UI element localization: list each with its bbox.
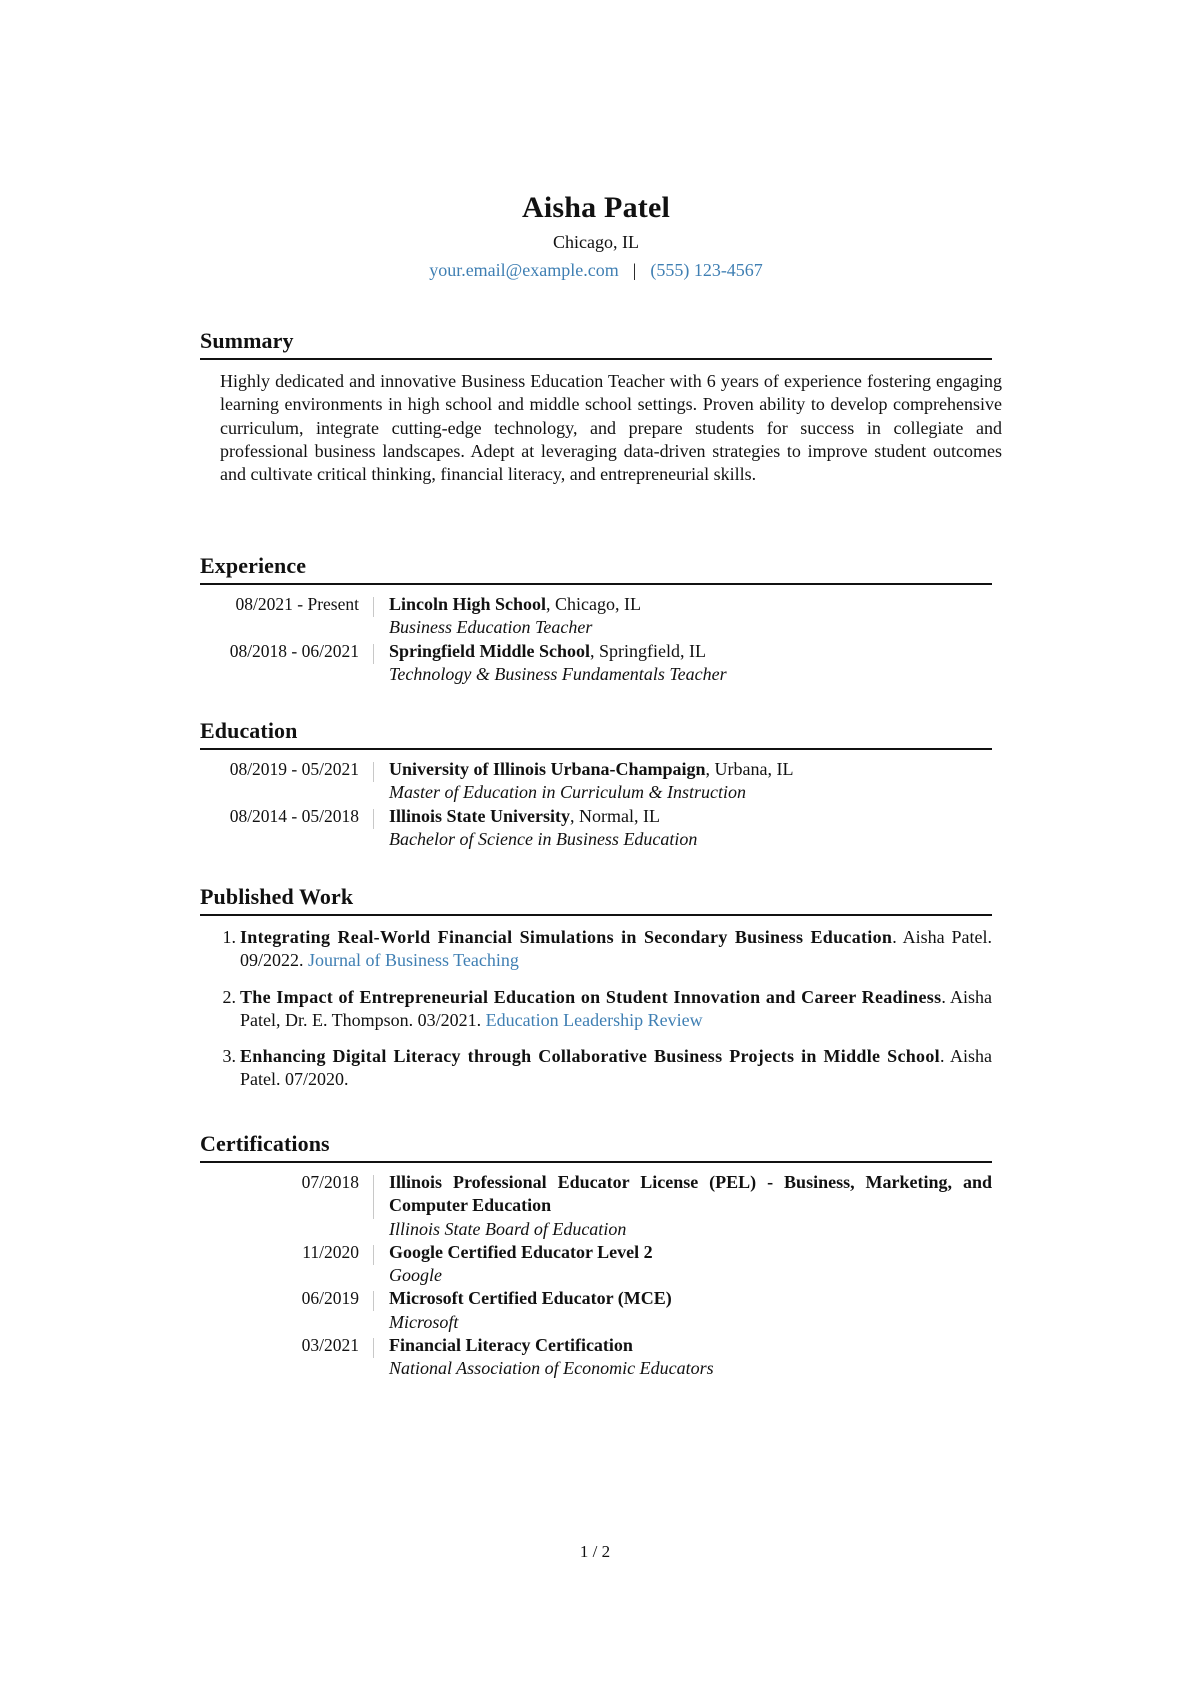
job-title: Technology & Business Fundamentals Teacher [389, 663, 727, 684]
entry-dates: 08/2018 - 06/2021 [229, 640, 359, 661]
publication-details: . Aisha Patel, Dr. E. Thompson. 03/2021. [240, 986, 992, 1030]
contact-line [200, 256, 992, 284]
email-link[interactable]: your.email@example.com [429, 260, 619, 280]
entry-dates: 08/2014 - 05/2018 [229, 805, 359, 826]
cert-issuer: Microsoft [389, 1311, 459, 1332]
section-title-certifications: Certifications [200, 1131, 330, 1156]
experience-entry [200, 593, 992, 640]
publication-number: 2. [222, 986, 236, 1007]
job-title: Business Education Teacher [389, 617, 593, 638]
cert-name: Financial Literacy Certification [389, 1335, 633, 1356]
cert-date: 06/2019 [301, 1288, 359, 1309]
page-number: 1 / 2 [579, 1542, 611, 1561]
certifications-section [200, 1130, 992, 1381]
section-rule [200, 748, 992, 750]
cert-issuer: Google [389, 1265, 442, 1286]
section-title-experience: Experience [200, 553, 307, 578]
school-location: , Normal, IL [570, 805, 660, 826]
publication-details: . Aisha Patel. 07/2020. [240, 1046, 992, 1090]
section-rule [200, 358, 992, 360]
section-rule [200, 914, 992, 916]
resume-header [200, 190, 992, 284]
publication-number: 3. [222, 1046, 236, 1067]
experience-section [200, 552, 992, 686]
contact-separator: | [632, 260, 637, 280]
section-rule [200, 1161, 992, 1163]
cert-issuer: Illinois State Board of Education [389, 1218, 627, 1239]
cert-date: 11/2020 [302, 1241, 359, 1262]
publication-title: Integrating Real-World Financial Simulations in Secondary Business Education [240, 927, 893, 947]
cert-name: Microsoft Certified Educator (MCE) [389, 1288, 672, 1309]
publications-section [200, 883, 992, 1105]
phone-link[interactable]: (555) 123-4567 [650, 260, 763, 280]
entry-dates: 08/2019 - 05/2021 [229, 759, 359, 779]
entry-dates: 08/2021 - Present [235, 594, 359, 614]
publication-title: Enhancing Digital Literacy through Collaborative Business Projects in Middle School [240, 1046, 940, 1067]
certification-entry [200, 1334, 992, 1381]
experience-entry [200, 640, 992, 687]
publication-venue-link[interactable]: Education Leadership Review [485, 1009, 703, 1030]
publication-item [200, 926, 992, 973]
degree: Master of Education in Curriculum & Instruction [389, 782, 746, 803]
cert-issuer: National Association of Economic Educators [389, 1358, 714, 1379]
section-rule [200, 583, 992, 585]
employer-location: , Springfield, IL [590, 640, 707, 661]
school-name: University of Illinois Urbana-Champaign [389, 759, 706, 779]
publication-number: 1. [222, 927, 236, 947]
education-section [200, 717, 992, 851]
employer-location: , Chicago, IL [546, 594, 642, 614]
cert-date: 07/2018 [301, 1172, 359, 1192]
certification-entry [200, 1287, 992, 1334]
publication-title: The Impact of Entrepreneurial Education on Student Innovation and Career Readiness [240, 986, 942, 1007]
employer-name: Lincoln High School [389, 594, 547, 614]
degree: Bachelor of Science in Business Education [389, 828, 698, 849]
certification-entry [200, 1241, 992, 1288]
employer-name: Springfield Middle School [389, 640, 591, 661]
school-location: , Urbana, IL [705, 759, 794, 779]
education-entry [200, 758, 992, 805]
candidate-location: Chicago, IL [553, 232, 639, 252]
summary-section [200, 327, 1002, 486]
section-title-education: Education [200, 718, 298, 743]
publication-item [200, 986, 992, 1033]
section-title-publications: Published Work [200, 884, 354, 909]
certification-entry [200, 1171, 992, 1241]
publication-item [200, 1045, 992, 1092]
cert-name: Google Certified Educator Level 2 [389, 1241, 653, 1262]
school-name: Illinois State University [389, 805, 571, 826]
cert-name: Illinois Professional Educator License (PEL) - Business, Marketing, and Computer Education [389, 1172, 992, 1216]
summary-text: Highly dedicated and innovative Business Education Teacher with 6 years of experience fostering engaging learning environments in high school and middle school settings. Proven ability to develop comprehensive curriculum, integrate cutting-edge technology, and prepare students for success in collegiate and professional business landscapes. Adept at leveraging data-driven strategies to improve student outcomes and cultivate critical thinking, financial literacy, and entrepreneurial skills. [220, 371, 1002, 485]
education-entry [200, 805, 992, 852]
cert-date: 03/2021 [301, 1335, 359, 1356]
candidate-name: Aisha Patel [521, 191, 671, 224]
section-title-summary: Summary [200, 328, 294, 353]
publication-details: . Aisha Patel. 09/2022. [240, 927, 992, 971]
publication-venue-link[interactable]: Journal of Business Teaching [308, 950, 519, 971]
